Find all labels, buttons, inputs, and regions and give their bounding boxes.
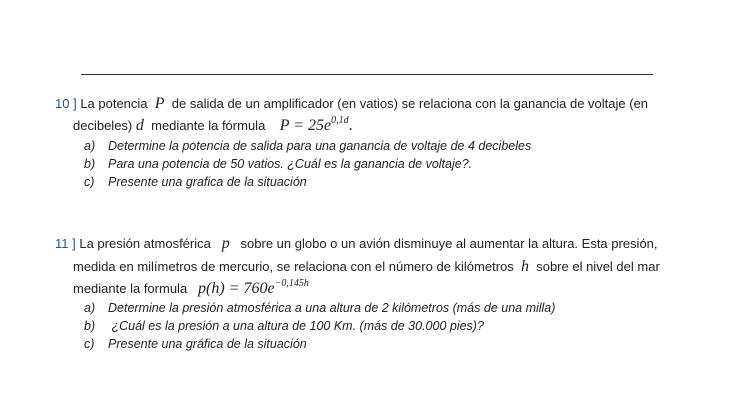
- formula-pressure: p(h) = 760e: [198, 280, 275, 297]
- list-item-text: Para una potencia de 50 vatios. ¿Cuál es la ganancia de voltaje?.: [108, 157, 473, 171]
- formula-period: .: [348, 117, 353, 134]
- problem-11-text: mediante la formula: [73, 281, 188, 296]
- problem-10-number: 10 ]: [55, 96, 77, 111]
- list-item: [84, 300, 555, 317]
- list-item-text: Determine la potencia de salida para una ganancia de voltaje de 4 decibeles: [108, 139, 532, 153]
- list-item-text: ¿Cuál es la presión a una altura de 100 Km. (más de 30.000 pies)?: [108, 319, 484, 333]
- problem-10-line-2: [73, 117, 353, 137]
- list-marker: c): [84, 175, 95, 189]
- list-item-text: Determine la presión atmosférica a una altura de 2 kilómetros (más de una milla): [108, 301, 556, 315]
- problem-10-text: La potencia: [80, 96, 148, 111]
- variable-P: P: [154, 95, 165, 112]
- problem-11-line-2: [73, 258, 660, 276]
- variable-h: h: [520, 258, 529, 275]
- list-marker: b): [84, 157, 96, 171]
- list-marker: a): [84, 139, 96, 153]
- list-item: [84, 156, 472, 173]
- variable-d: d: [135, 117, 144, 134]
- problem-10-text: de salida de un amplificador (en vatios) se relaciona con la ganancia de voltaje (en: [171, 96, 649, 111]
- list-item: [84, 336, 307, 353]
- list-item: [84, 174, 307, 191]
- formula-power: P = 25e: [279, 117, 332, 134]
- variable-p: p: [221, 235, 230, 252]
- problem-10-text: decibeles): [73, 118, 133, 133]
- problem-11-line-3: [73, 280, 309, 300]
- formula-pressure-exponent: −0,145h: [274, 278, 309, 289]
- problem-10-text: mediante la fórmula: [151, 118, 266, 133]
- problem-11-text: La presión atmosférica: [79, 236, 211, 251]
- list-item: [84, 138, 531, 155]
- problem-11-text: sobre un globo o un avión disminuye al aumentar la altura. Esta presión,: [240, 236, 658, 251]
- list-item-text: Presente una grafica de la situación: [108, 175, 307, 189]
- list-item: [84, 318, 484, 335]
- list-marker: b): [84, 319, 96, 333]
- formula-power-exponent: 0,1d: [331, 115, 349, 126]
- list-item-text: Presente una gráfica de la situación: [108, 337, 307, 351]
- list-marker: a): [84, 301, 96, 315]
- problem-11-number: 11 ]: [55, 236, 76, 251]
- problem-11-text: medida en milímetros de mercurio, se relaciona con el número de kilómetros: [73, 259, 514, 274]
- problem-11-text: sobre el nivel del mar: [536, 259, 660, 274]
- problem-10-line-1: [55, 95, 648, 113]
- list-marker: c): [84, 337, 95, 351]
- horizontal-rule: [81, 74, 653, 75]
- problem-11-line-1: [55, 235, 658, 253]
